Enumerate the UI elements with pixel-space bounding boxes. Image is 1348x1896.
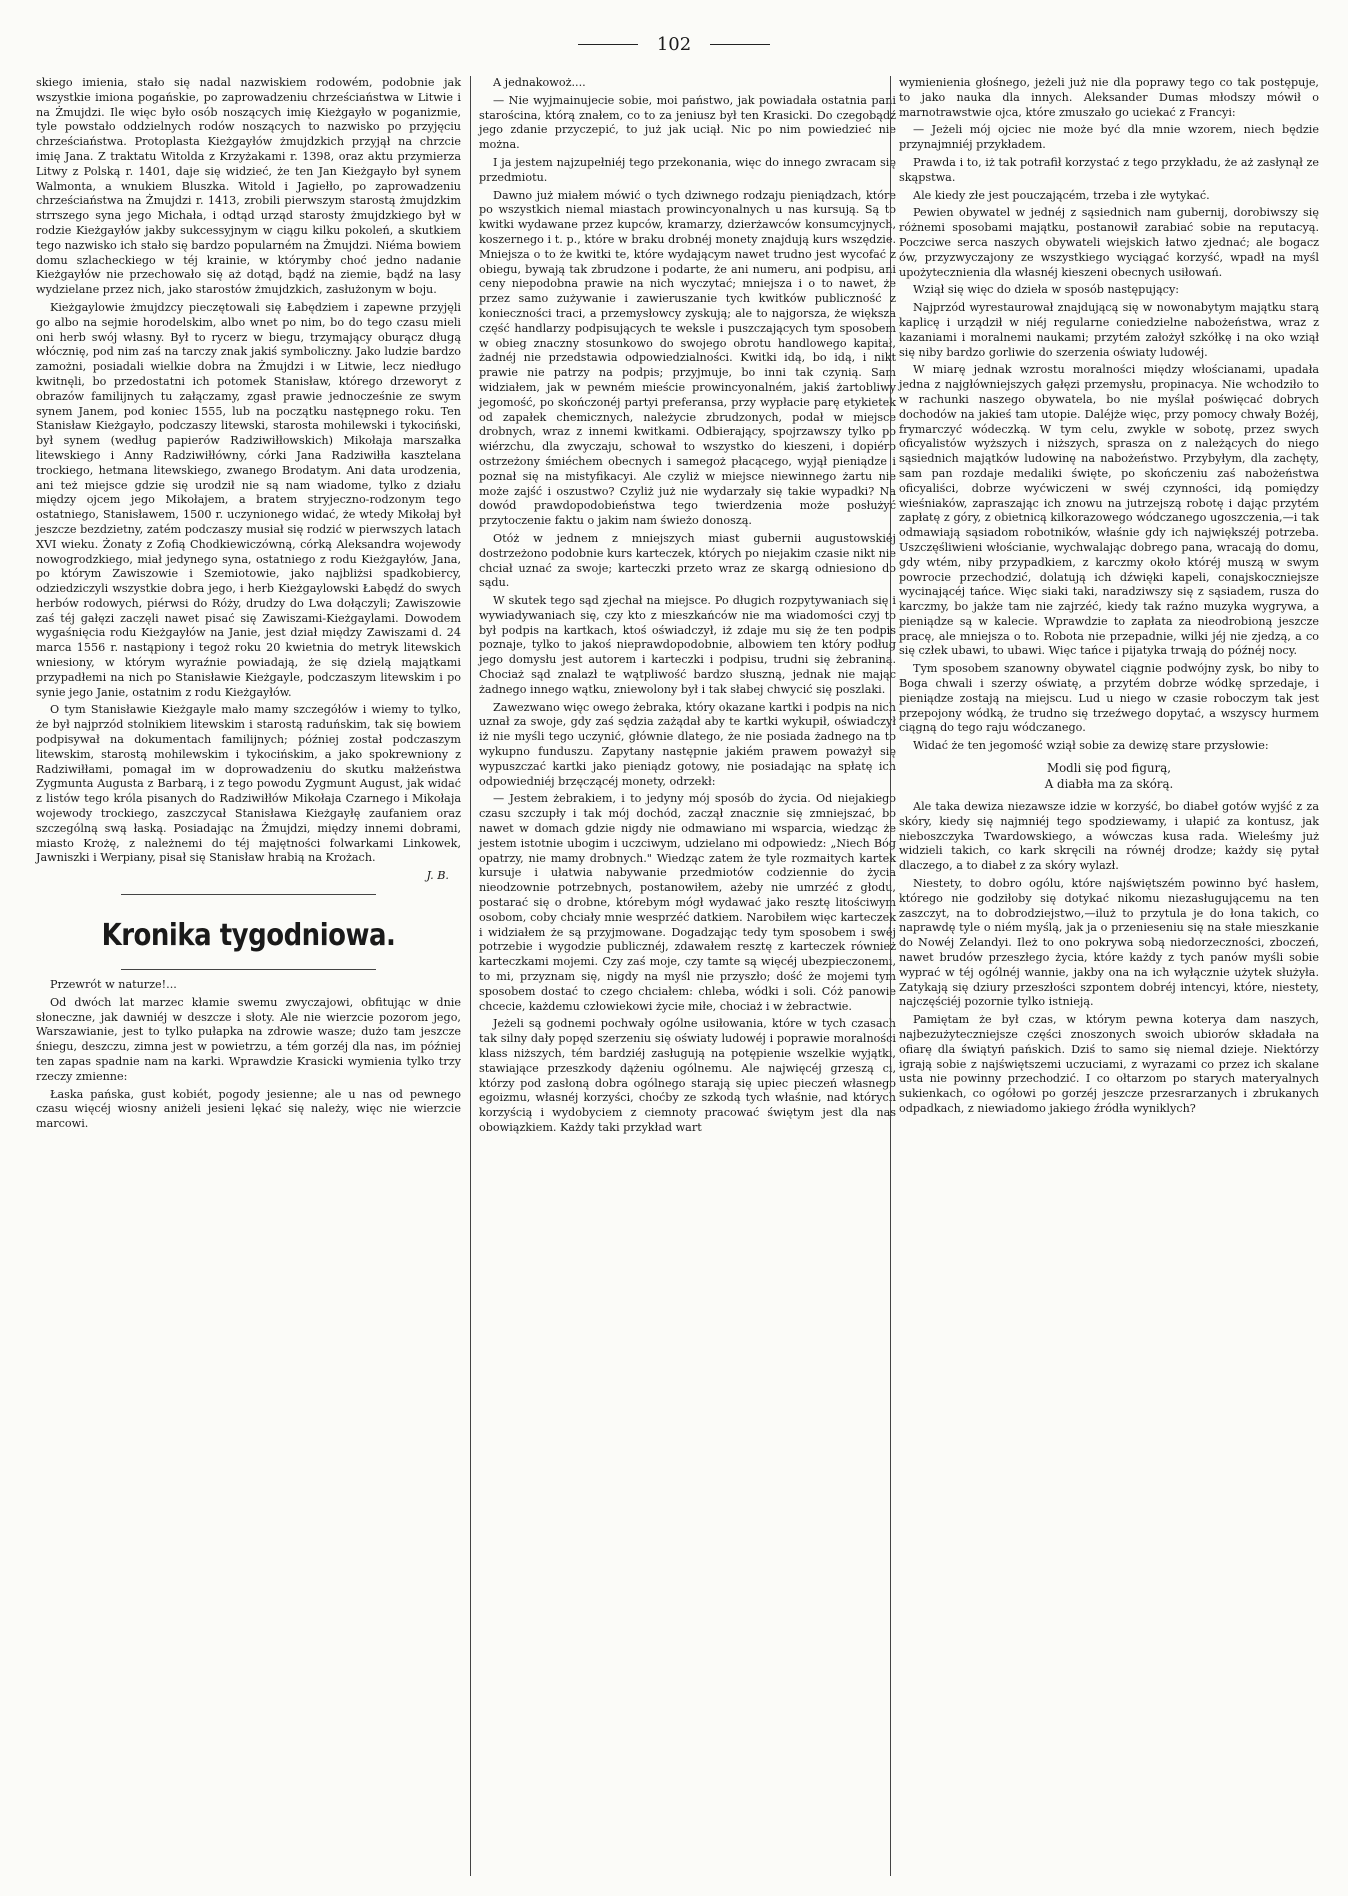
paragraph: Przewrót w naturze!... [50, 978, 177, 992]
paragraph: Kieżgaylowie żmujdzcy pieczętowali się Łabędziem i zapewne przyjęli go albo na sejmie horodelskim, albo wnet po nim, bo do tego czasu mieli oni herb swój własny. Był to rycerz w biegu, trzymający oburącz długą włócznię, pod nim zaś na tarczy znak jakiś symboliczny. Jako ludzie bardzo zamożni, posiadali wielkie dobra na Żmujdzi i w Litwie, lecz niedługo kwitnęli, bo przedostatni ich potomek Stanisław, którego drzeworyt z obrazów familijnych tu załączamy, zgasł prawie jednocześnie ze swym synem Janem, pod koniec 1555, lub na początku następnego roku. Ten Stanisław Kieżgayło, podczaszy litewski, starosta mohilewski i tykociński, był synem (według papierów Radziwiłłowskich) Mikołaja marszałka litewskiego i Anny Radziwiłłówny, córki Jana Radziwiłła kasztelana trockiego, hetmana litewskiego, zwanego Brodatym. Ani data urodzenia, ani też miejsce gdzie się urodził nie są nam wiadome, tylko z działu między ojcem jego Mikołajem, a bratem stryjeczno-rodzonym tego ostatniego, Stanisławem, 1500 r. uczynionego widać, że wtedy Mikołaj był jeszcze bezdzietny, zatém podczaszy musiał się rodzić w pierwszych latach XVI wieku. Żonaty z Zofią Chodkiewiczówną, córką Aleksandra wojewody nowogrodzkiego, miał jedynego syna, ostatniego z rodu Kieżgayłów, Jana, po którym Zawiszowie i Szemiotowie, jako najbliżsi spadkobiercy, odziedziczyli wszystkie dobra jego, i herb Kieżgaylowski Łabędź do swych herbów rodowych, piérwsi do Róży, drudzy do Lwa dołączyli; Zawiszowie zaś téj gałęzi zaczęli nawet pisać się Zawiszami-Kieżgaylami. Dowodem wygaśnięcia rodu Kieżgayłów na Janie, jest dział między Zawiszami d. 24 marca 1556 r. nastąpiony i tegoż roku 20 kwietnia do metryk litewskich wniesiony, w którym wyraźnie powiadają, że się dzielą majątkami przypadłemi na nich po Stanisławie Kieżgayle, podczaszym litewskim i po synie jego Janie, ostatnim z rodu Kieżgayłów. [36, 300, 461, 699]
header-rule-left [578, 44, 638, 45]
paragraph: O tym Stanisławie Kieżgayle mało mamy szczegółów i wiemy to tylko, że był najprzód stolnikiem litewskim i starostą raduńskim, tak się bowiem podpisywał na dokumentach familijnych; później został podczaszym litewskim, starostą mohilewskim i tykocińskim, a jako spokrewniony z Radziwiłłami, pomagał im w doprowadzeniu do skutku małżeństwa Zygmunta Augusta z Barbarą, i z tego powodu Zygmunt August, jak widać z listów tego króla pisanych do Radziwiłłów Mikołaja Czarnego i Mikołaja wojewody trockiego, zaszczycał Stanisława Kieżgayłę zaufaniem oraz szczególną swą łaską. Posiadając na Żmujdzi, między innemi dobrami, miasto Krożę, z należnemi do téj majętności folwarkami Linkowek, Jawniszki i Werpiany, pisał się Stanisław hrabią na Krożach. [36, 703, 461, 865]
paragraph: — Nie wyjmainujecie sobie, moi państwo, jak powiadała ostatnia pani starościna, którą znałem, co to za jeniusz był ten Krasicki. Do czegobądź jego zdanie przyczepić, to już jak uciął. Nic po nim powiedzieć nie można. [479, 93, 896, 152]
column-left [36, 76, 461, 1876]
header-rule-right [710, 44, 770, 45]
paragraph: Jeżeli są godnemi pochwały ogólne usiłowania, które w tych czasach tak silny dały popęd szerzeniu się oświaty ludowéj i poprawie moralności klass niższych, tém bardziéj zasługują na potępienie wszelkie wyjątki, stawiające przeszkody dążeniu ogólnemu. Ale najwięcéj grzeszą ci, którzy pod zasłoną dobra ogólnego starają się upiec pieczeń własnego egoizmu, własnéj korzyści, choćby ze szkodą tych właśnie, nad których korzyścią i wydobyciem z ciemnoty pracować świętym jest dla nas obowiązkiem. Każdy taki przykład wart [479, 1017, 896, 1134]
paragraph: W miarę jednak wzrostu moralności między włościanami, upadała jedna z najgłówniejszych gałęzi przemysłu, propinacya. Nie wchodziło to w rachunki naszego obywatela, bo nie myślał poświęcać dobrych dochodów na jakieś tam utopie. Daléjże więc, przy pomocy chwały Bożéj, frymarczyć wódeczką. W tym celu, zwykle w sobotę, przez swych oficyalistów wyższych i niższych, sprasza on z należących do niego sąsiednich majątków ludowinę na nabożeństwo. Przybyłym, dla zachęty, sam pan rozdaje medaliki święte, po skończeniu zaś nabożeństwa oficyaliści, dobrze wyćwiczeni w swéj czynności, idą pomiędzy wieśniaków, zapraszając ich znowu na jutrzejszą robotę i dając przytém zapłatę z góry, z obietnicą kilkorazowego wódczanego ugoszczenia,—i tak odmawiają sąsiadom robotników, właśnie gdy ich największéj potrzeba. Uszczęśliwieni włościanie, wychwalając dobrego pana, wracają do domu, gdy wtém, niby przypadkiem, z karczmy około któréj muszą w swym powrocie przechodzić, dolatują ich dźwięki kapeli, conajskoczniejsze wycinającéj tańce. Więc siaki taki, naradziwszy się z sąsiadem, rusza do karczmy, bo jakże tam nie zajrzéć, kiedy tak raźno muzyka wygrywa, a pieniądze są w kalecie. Wprawdzie to zapłata za nieodrobioną jeszcze pracę, ale mniejsza o to. Robota nie przepadnie, wilki jéj nie zjedzą, a co się człek ubawi, to ubawi. Więc tańce i pijatyka trwają do późnéj nocy. [899, 363, 1319, 658]
column-middle [470, 76, 896, 1876]
page-number: 102 [656, 34, 692, 55]
paragraph: — Jestem żebrakiem, i to jedyny mój sposób do życia. Od niejakiego czasu szczupły i tak mój dochód, zaczął znacznie się zmniejszać, bo nawet w domach gdzie nigdy nie odmawiano mi wsparcia, wiedząc że jestem istotnie ubogim i uczciwym, udzielano mi odpowiedz: „Niech Bóg opatrzy, nie mamy drobnych." Wiedząc zatem że tyle rozmaitych kartek kursuje i ułatwia nabywanie przedmiotów codziennie do życia nieodzownie potrzebnych, postanowiłem, ażeby nie umrzéć z głodu, postarać się o drobne, którebym mógł wydawać jako resztę litościwym osobom, coby chciały mnie wesprzéć datkiem. Narobiłem więc karteczek i widziałem że są przyjmowane. Dogadzając tedy tym sposobem i swéj potrzebie i wygodzie publicznéj, zdawałem resztę z karteczek również karteczkami mojemi. Czy zaś moje, czy tamte są więcéj ubezpieczonemi, to mi, przyznam się, nigdy na myśl nie przyszło; dość że mojemi tym sposobem dostać to czego chciałem: chleba, wódki i soli. Cóż panowie chcecie, każdemu człowiekowi życie miłe, chociaż i w żebractwie. [479, 792, 896, 1013]
verse [899, 760, 1319, 792]
verse-line: A diabła ma za skórą. [1044, 777, 1174, 792]
column-right [890, 76, 1319, 1876]
paragraph: wymienienia głośnego, jeżeli już nie dla poprawy tego co tak postępuje, to jako nauka dla innych. Aleksander Dumas młodszy mówił o marnotrawstwie ojca, które zmuszało go uciekać z Francyi: [899, 76, 1319, 119]
paragraph: Najprzód wyrestaurował znajdującą się w nowonabytym majątku starą kaplicę i urządził w niéj regularne coniedzielne nabożeństwa, wraz z kazaniami i moralnemi naukami; przytém założył szkółkę i na oko wziął się niby bardzo gorliwie do szerzenia oświaty ludowéj. [899, 301, 1319, 359]
paragraph: Od dwóch lat marzec kłamie swemu zwyczajowi, obfitując w dnie słoneczne, jak dawniéj w deszcze i słoty. Ale nie wierzcie pozorom jego, Warszawianie, jest to tylko pułapka na zdrowie wasze; dużo tam jeszcze śniegu, deszczu, zimna jest w powietrzu, a tém gorzéj dla nas, im później ten zapas spadnie nam na karki. Wprawdzie Krasicki wymienia tylko trzy rzeczy zmienne: [36, 995, 461, 1083]
paragraph: Zawezwano więc owego żebraka, który okazane kartki i podpis na nich uznał za swoje, gdy zaś sędzia zażądał aby te kartki wykupił, oświadczył iż nie myśli tego uczynić, głównie dlatego, że nie posiada żadnego na to wykupno funduszu. Zapytany następnie jakiém prawem poważył się wypuszczać kartki jako pieniądz gotowy, nie posiadając na spłatę ich odpowiedniéj brzęczącéj monety, odrzekł: [479, 700, 897, 788]
paragraph: W skutek tego sąd zjechał na miejsce. Po długich rozpytywaniach się i wywiadywaniach się, czy kto z mieszkańców nie ma wiadomości czyj to był podpis na kartkach, ktoś oświadczył, iż zdaje mu się że ten podpis poznaje, tylko to jakoś nieprawdopodobnie, albowiem ten który podług jego domysłu jest autorem i karteczki i podpisu, trudni się żebraniną. Chociaż sąd znalazł te wątpliwość bardzo słuszną, jednak nie mając żadnego innego wątku, zniewolony był i tak słabej chwycić się poszlaki. [479, 594, 896, 696]
verse-line: Modli się pod figurą, [1047, 761, 1171, 776]
page-header [0, 34, 1348, 55]
paragraph: skiego imienia, stało się nadal nazwiskiem rodowém, podobnie jak wszystkie imiona pogańskie, po zaprowadzeniu chrześciaństwa w Litwie i na Żmujdzi. Ile więc było osób noszących imię Kieżgayło w poganizmie, tyle powstało oddzielnych rodów noszących to nazwisko po przyjęciu chrześciaństwa. Protoplasta Kieżgayłów żmujdzkich przyjął na chrzcie imię Jana. Z traktatu Witolda z Krzyżakami r. 1398, oraz aktu przymierza Litwy z Polską r. 1401, daje się widzieć, że ten Jan Kieżgayło był synem Walmonta, a wnukiem Bluszka. Witold i Jagiełło, po zaprowadzeniu chrześciaństwa na Żmujdzi r. 1413, zrobili pierwszym starostą żmujdzkim strrszego syna jego Michała, i odtąd urząd starosty żmujdzkiego był w rodzie Kieżgayłów jakby sukcessyjnym w ciągu kilku pokoleń, a skutkiem tego nazwisko ich stało się bardzo popularném na Żmujdzi. Niéma bowiem domu szlacheckiego w téj krainie, w którymby choć jedno nadanie Kieżgayłów nie przechowało się aż dotąd, bądź na ziemie, bądź na lasy wydzielane przez nich, jako starostów żmujdzkich, zasłużonym w boju. [36, 76, 461, 297]
section-title: Kronika tygodniowa. [101, 918, 396, 954]
paragraph: Tym sposobem szanowny obywatel ciągnie podwójny zysk, bo niby to Boga chwali i szerzy oświatę, a przytém dobrze wódkę sprzedaje, i pieniądze zostają na miejscu. Lud u niego w czasie roboczym tak jest przepojony wódką, że trudno się trzeźwego dopytać, a wszyscy hurmem ciągną do tego raju wódczanego. [899, 662, 1319, 735]
paragraph: A jednakowoż.... [493, 76, 586, 89]
paragraph: Niestety, to dobro ogólu, które najświętszém powinno być hasłem, którego nie godziłoby się dotykać nikomu niezasługującemu na ten zaszczyt, na to dobrodziejstwo,—iluż to przytula je do łona takich, co naprawdę tyle o niém myślą, jak ja o przenieseniu się na stałe mieszkanie do Nowéj Zelandyi. Ileż to ono pokrywa sobą niedorzeczności, zboczeń, nawet brudów przeszłego życia, które każdy z tych panów myśli sobie wyprać w téj ogólnéj wannie, jakby ona na ich wyłącznie użytek służyła. Zatykają się dziury przeszłości szpontem dobréj intencyi, które, niestety, najczęściéj pozornie tylko istnieją. [899, 877, 1319, 1009]
paragraph: Łaska pańska, gust kobiét, pogody jesienne; ale u nas od pewnego czasu więcéj wiosny aniżeli jesieni lękać się należy, więc nie wierzcie marcowi. [36, 1087, 461, 1131]
paragraph: Prawda i to, iż tak potrafił korzystać z tego przykładu, że aż zasłynął ze skąpstwa. [899, 155, 1319, 184]
divider [121, 969, 376, 970]
divider [121, 894, 376, 895]
paragraph: Wziął się więc do dzieła w sposób następujący: [913, 283, 1180, 297]
author-signature: J. B. [426, 869, 449, 883]
paragraph: I ja jestem najzupełniéj tego przekonania, więc do innego zwracam się przedmiotu. [479, 155, 896, 184]
paragraph: — Jeżeli mój ojciec nie może być dla mnie wzorem, niech będzie przynajmniéj przykładem. [899, 123, 1319, 152]
paragraph: Dawno już miałem mówić o tych dziwnego rodzaju pieniądzach, które po wszystkich niemal miastach prowincyonalnych u nas kursują. Są to kwitki wydawane przez kupców, kramarzy, dzierżawców konsumcyjnych, koszernego i t. p., które w braku drobnéj monety znajdują kurs wszędzie. Mniejsza o to że kwitki te, które wydającym nawet trudno jest wycofać z obiegu, bywają tak zbrudzone i podarte, że ani numeru, ani podpisu, ani ceny niepodobna prawie na nich wyczytać; mniejsza i o to nawet, że przez samo zużywanie i zawieruszanie tych kwitków publiczność z konieczności traci, a przemysłowcy zyskują; ale to najgorsza, że większa część handlarzy podpisujących te weksle i puszczających tym sposobem w obieg znaczny stosunkowo do swojego obrotu handlowego kapitał, żadnéj nie przedstawia odpowiedzialności. Kwitki idą, bo idą, i nikt prawie nie patrzy na podpis; przyjmuje, bo inni tak czynią. Sam widziałem, jak w pewném mieście prowincyonalném, jakiś żartobliwy jegomość, po skończonéj partyi preferansa, przy wypłacie parę etykietek od zapałek chemicznych, należycie zbrudzonych, podał w miejsce drobnych, wraz z innemi kwitkami. Odbierający, spojrzawszy tylko po wiérzchu, dla zwyczaju, schował to wszystko do kieszeni, i dopiéro ostrzeżony śmiéchem obecnych i samegoż płacącego, wyjął pieniądze i poznał się na mistyfikacyi. Ale czyliż w miejsce niewinnego żartu nie może zajść i oszustwo? Czyliż już nie wydarzały się takie wypadki? Na dowód prawdopodobieństwa tego twierdzenia może posłużyć przytoczenie faktu o jakim nam świeżo donoszą. [479, 188, 896, 528]
paragraph: Pewien obywatel w jednéj z sąsiednich nam gubernij, dorobiwszy się różnemi sposobami majątku, postanowił zarabiać sobie na reputacyą. Poczciwe serca naszych obywateli wiejskich łatwo zjednać; ale bogacz ów, przyzwyczajony ze wszystkiego wyciągać korzyść, wpadł na myśl upożytecznienia dla własnéj kieszeni obecnych usiłowań. [899, 206, 1319, 279]
paragraph: Ale kiedy złe jest pouczającém, trzeba i złe wytykać. [913, 188, 1210, 202]
paragraph: Pamiętam że był czas, w którym pewna koterya dam naszych, najbezużyteczniejsze części znoszonych swoich ubiorów składała na ofiarę dla świątyń pańskich. Dziś to samo się niemal dzieje. Niektórzy igrają sobie z najświętszemi uczuciami, z wyrazami co przez ich skalane usta nie powinny przechodzić. I co ołtarzom po starych materyalnych sukienkach, co ogółowi po gorzéj jeszcze przesrarzanych i zbrukanych odpadkach, z niewiadomo jakiego źródła wyniklych? [899, 1013, 1319, 1115]
paragraph: Widać że ten jegomość wziął sobie za dewizę stare przysłowie: [913, 739, 1269, 753]
paragraph: Otóż w jednem z mniejszych miast gubernii augustowskiéj dostrzeżono podobnie kurs karteczek, których po niejakim czasie nikt nie chciał uznać za swoje; karteczki przeto wraz ze skargą odniesiono do sądu. [479, 531, 896, 590]
paragraph: Ale taka dewiza niezawsze idzie w korzyść, bo diabeł gotów wyjść z za skóry, kiedy się najmniéj tego spodziewamy, i ułapić za kontusz, jak nieboszczyka Twardowskiego, a wówczas kusa rada. Wieleśmy już widzieli takich, co kark skręcili na równéj drodze; każdy się pytał dlaczego, a to diabeł z za skóry wylazł. [899, 800, 1319, 873]
